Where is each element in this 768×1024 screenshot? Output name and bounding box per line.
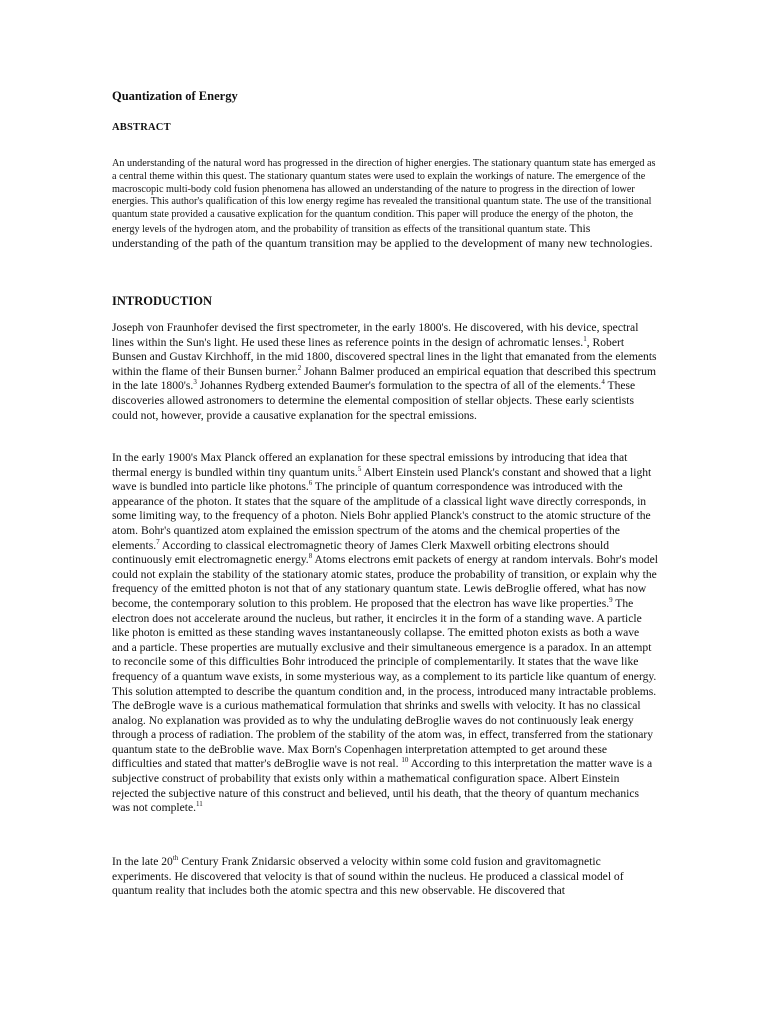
introduction-heading: INTRODUCTION [112, 294, 213, 308]
paragraph [112, 855, 658, 899]
paragraph-text: Johann Balmer produced an empirical equation that described this spectrum in the late 1800's. [112, 364, 657, 393]
abstract-tail: This understanding of the path of the quantum transition may be applied to the development of many new technologies. [112, 220, 653, 250]
footnote-ref: 6 [308, 479, 313, 488]
paragraph-text: Albert Einstein used Planck's constant and showed that a light wave is bundled into particle like photons. [112, 465, 652, 494]
paragraph-text: In the early 1900's Max Planck offered an explanation for these spectral emissions by introducing that idea that thermal energy is bundled within tiny quantum units. [112, 451, 628, 479]
paragraph-text: Johannes Rydberg extended Baumer's formulation to the spectra of all of the elements. [196, 379, 602, 393]
footnote-ref: 3 [193, 378, 197, 387]
footnote-ref: 2 [297, 363, 302, 372]
footnote-ref: 7 [156, 537, 160, 546]
footnote-ref: 1 [583, 334, 587, 343]
footnote-ref: 4 [601, 378, 605, 387]
abstract-heading: ABSTRACT [112, 122, 171, 133]
paper-title: Quantization of Energy [112, 89, 238, 103]
paragraph-text: Century Frank Znidarsic observed a velocity within some cold fusion and gravitomagnetic experiments. He discovered that velocity is that of sound within the nucleus. He produced a classical model of quantum reality that includes both the atomic spectra and this new observable. He discovered that [112, 855, 624, 898]
paragraph [112, 321, 658, 423]
paragraph-text: , Robert Bunsen and Gustav Kirchhoff, in the mid 1800, discovered spectral lines in the light that emanated from the elements within the flame of their Bunsen burner. [112, 335, 657, 378]
paragraph-text: In the late 20 [112, 855, 173, 868]
paragraph-text: The principle of quantum correspondence was introduced with the appearance of the photon. It states that the square of the amplitude of a classical light wave directly corresponds, in some limiting way, to the frequency of a photon. Niels Bohr applied Planck's construct to the atomic structure of the atom. Bohr's quantized atom explained the emission spectrum of the atoms and the chemical properties of the elements. [112, 480, 651, 552]
paragraph-text: According to this interpretation the matter wave is a subjective construct of probability that exists only within a mathematical configuration space. Albert Einstein rejected the subjective nature of this construct and believed, until his death, that the theory of quantum mechanics was not complete. [112, 757, 653, 815]
paragraph-text: Joseph von Fraunhofer devised the first spectrometer, in the early 1800's. He discovered, with his device, spectral lines within the Sun's light. He used these lines as reference points in the design of achromatic lenses. [112, 321, 639, 349]
abstract-main: An understanding of the natural word has progressed in the direction of higher energies. The stationary quantum state has emerged as a central theme within this quest. The stationary quantum states were used to explain the workings of nature. The emergence of the macroscopic multi-body cold fusion phenomena has allowed an understanding of the nature to progress in the direction of lower energies. This author's qualification of this low energy regime has revealed the transitional quantum state. The use of the transitional quantum state provided a causative explication for the quantum condition. This paper will produce the energy of the photon, the energy levels of the hydrogen atom, and the probability of transition as effects of the transitional quantum state. [112, 158, 656, 235]
paragraph-text: These discoveries allowed astronomers to determine the elemental composition of stellar objects. These early scientists could not, however, provide a causative explanation for the spectral emissions. [112, 379, 636, 422]
footnote-ref: th [172, 854, 179, 863]
footnote-ref: 11 [196, 800, 203, 809]
footnote-ref: 9 [609, 596, 613, 605]
paragraph-text: The electron does not accelerate around the nucleus, but rather, it encircles it in the form of a standing wave. A particle like photon is emitted as these standing waves instantaneously collapse. The emitted photon exists as both a wave and a particle. These properties are mutually exclusive and their simultaneous emergence is a paradox. In an attempt to reconcile some of this difficulties Bohr introduced the principle of complementarily. It states that the wave like frequency of a quantum wave exists, in some mysterious way, as a complement to its particle like quantum of energy. This solution attempted to describe the quantum condition and, in the process, introduced many intractable problems. The deBrogle wave is a curious mathematical formulation that shrinks and swells with velocity. It has no classical analog. No explanation was provided as to why the undulating deBroglie waves do not continuously leak energy through a process of radiation. The problem of the stability of the atom was, in effect, transferred from the stationary quantum state to the deBroblie wave. Max Born's Copenhagen interpretation attempted to get around these difficulties and stated that matter's deBroglie wave is not real. [112, 596, 657, 771]
footnote-ref: 8 [308, 552, 313, 561]
footnote-ref: 10 [401, 756, 409, 765]
paragraph [112, 451, 658, 816]
abstract-text [112, 158, 658, 252]
paragraph-text: Atoms electrons emit packets of energy at random intervals. Bohr's model could not explain the stability of the stationary atomic states, produce the probability of transition, or explain why the frequency of the emitted photon is not that of any stationary quantum state. Lewis deBroglie offered, what has now become, the contemporary solution to this problem. He proposed that the electron has wave like properties. [112, 553, 658, 610]
paragraph-text: According to classical electromagnetic theory of James Clerk Maxwell orbiting electrons should continuously emit electromagnetic energy. [112, 538, 610, 567]
footnote-ref: 5 [357, 464, 362, 473]
